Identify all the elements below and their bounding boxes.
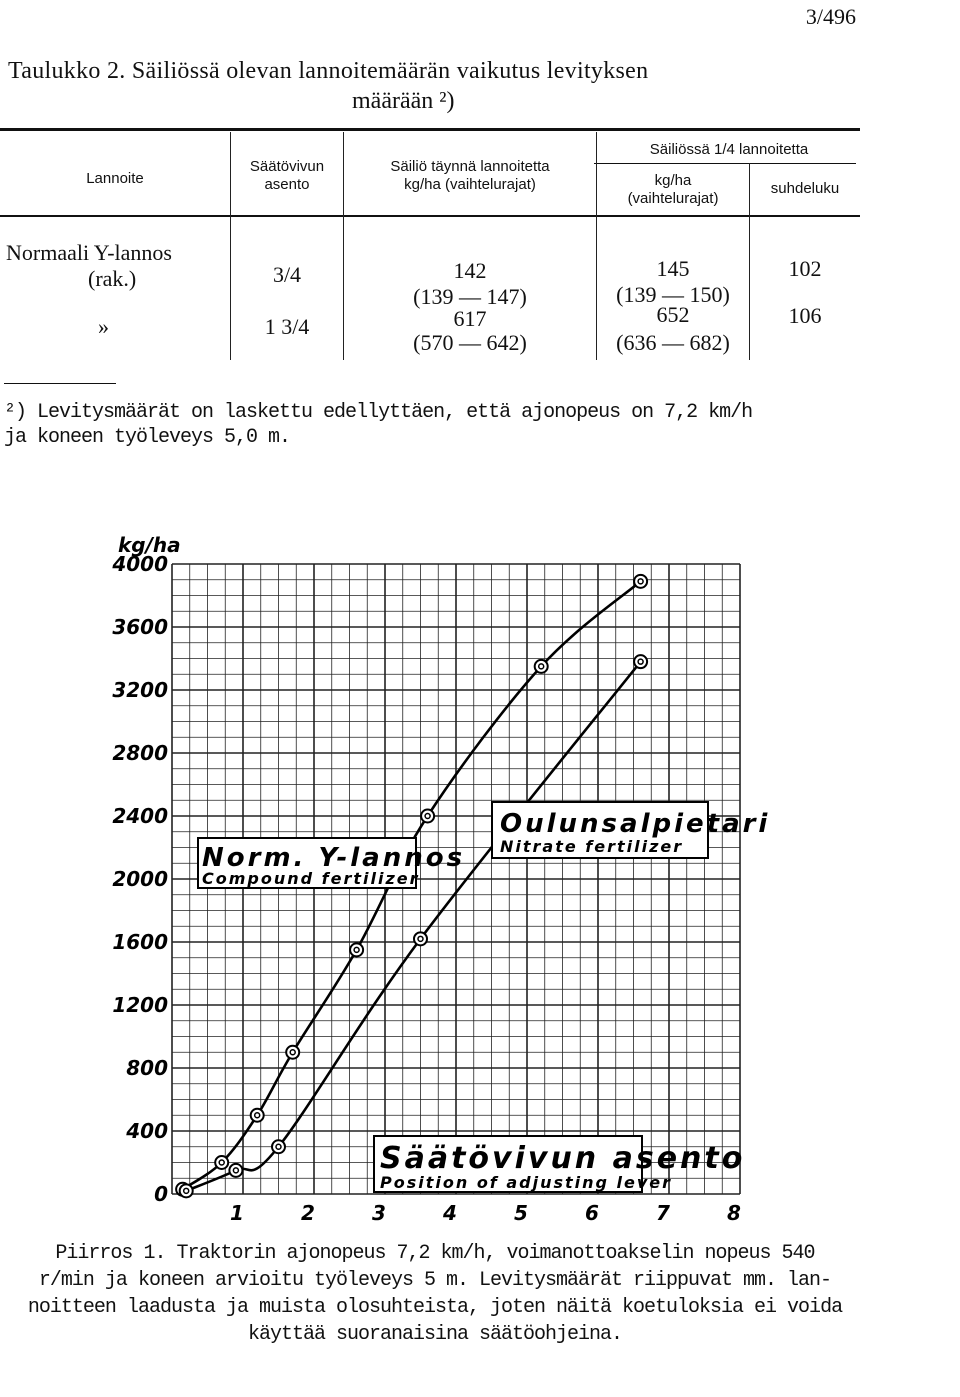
row-label: Normaali Y-lannos xyxy=(6,240,172,265)
header-full-line2: kg/ha (vaihtelurajat) xyxy=(404,176,536,193)
header-quarter-kg-line2: (vaihtelurajat) xyxy=(627,190,719,207)
cell-quarter-value: 652 xyxy=(656,302,690,327)
x-tick-label: 5 xyxy=(514,1201,528,1225)
header-fertilizer: Lannoite xyxy=(86,170,144,187)
legend-sublabel-nitrate: Nitrate fertilizer xyxy=(500,837,684,856)
y-tick-label: 2000 xyxy=(112,867,168,891)
legend-label-compound: Norm. Y-lannos xyxy=(202,843,466,873)
footnote-line: ²) Levitysmäärät on laskettu edellyttäen, että ajonopeus on 7,2 km/h xyxy=(4,401,753,424)
y-tick-label: 2800 xyxy=(112,741,168,765)
data-point xyxy=(272,1140,285,1153)
data-point xyxy=(251,1109,264,1122)
x-tick-label: 2 xyxy=(301,1201,315,1225)
legend-sublabel-compound: Compound fertilizer xyxy=(202,869,420,888)
data-point xyxy=(350,943,363,956)
cell-setting: 3/4 xyxy=(272,262,302,287)
table-title: Taulukko 2. Säiliössä olevan lannoitemäärän vaikutus levityksen xyxy=(8,58,649,84)
legend-label-nitrate: Oulunsalpietari xyxy=(500,809,771,839)
data-point xyxy=(634,575,647,588)
y-tick-label: 3200 xyxy=(112,678,168,702)
data-point xyxy=(229,1164,242,1177)
cell-quarter-value: 145 xyxy=(656,256,690,281)
y-axis-label: kg/ha xyxy=(118,533,181,557)
fertilizer-chart xyxy=(0,520,960,1225)
data-point xyxy=(414,932,427,945)
data-point xyxy=(180,1184,193,1197)
table-header-rule xyxy=(0,215,860,217)
x-axis-sublabel: Position of adjusting lever xyxy=(380,1173,673,1192)
y-tick-label: 800 xyxy=(126,1056,168,1080)
cell-ratio: 102 xyxy=(788,256,822,281)
page-number: 3/496 xyxy=(805,4,856,29)
header-setting-line2: asento xyxy=(264,176,310,193)
y-tick-label: 1200 xyxy=(112,993,168,1017)
figure-caption xyxy=(0,1240,870,1348)
row-label: » xyxy=(98,314,109,339)
column-divider xyxy=(596,132,597,360)
cell-full-value: 617 xyxy=(453,306,487,331)
y-tick-label: 0 xyxy=(154,1182,168,1206)
data-point xyxy=(634,655,647,668)
footnote-rule xyxy=(4,383,116,384)
x-tick-label: 8 xyxy=(727,1201,741,1225)
y-tick-label: 2400 xyxy=(112,804,168,828)
caption-line: noitteen laadusta ja muista olosuhteista, joten näitä koetuloksia ei voida xyxy=(27,1296,843,1319)
table-title-continued: määrään ²) xyxy=(352,88,455,114)
x-axis-label: Säätövivun asento xyxy=(380,1141,746,1176)
header-quarter-group: Säiliössä 1/4 lannoitetta xyxy=(649,141,809,158)
x-tick-label: 6 xyxy=(585,1201,599,1225)
data-point xyxy=(286,1046,299,1059)
y-tick-label: 3600 xyxy=(112,615,168,639)
row-label-cont: (rak.) xyxy=(88,266,137,291)
caption-line: Piirros 1. Traktorin ajonopeus 7,2 km/h, voimanottoakselin nopeus 540 xyxy=(55,1242,815,1265)
table-subheader-rule xyxy=(594,163,856,164)
x-tick-label: 1 xyxy=(230,1201,244,1225)
data-point xyxy=(535,660,548,673)
y-tick-label: 4000 xyxy=(112,552,168,576)
caption-line: r/min ja koneen arvioitu työleveys 5 m. Levitysmäärät riippuvat mm. lan- xyxy=(38,1269,832,1292)
column-divider xyxy=(230,132,231,360)
data-point xyxy=(215,1156,228,1169)
column-divider xyxy=(749,163,750,360)
x-tick-label: 4 xyxy=(443,1201,457,1225)
y-tick-label: 400 xyxy=(126,1119,168,1143)
y-tick-label: 1600 xyxy=(112,930,168,954)
header-quarter-kg-line1: kg/ha xyxy=(654,172,692,189)
cell-full-value: 142 xyxy=(453,258,487,283)
header-setting-line1: Säätövivun xyxy=(249,158,325,175)
column-divider xyxy=(343,132,344,360)
cell-full-range: (139 — 147) xyxy=(413,284,527,309)
cell-setting: 1 3/4 xyxy=(264,314,310,339)
x-tick-label: 7 xyxy=(656,1201,670,1225)
cell-full-range: (570 — 642) xyxy=(413,330,527,355)
cell-ratio: 106 xyxy=(788,303,822,328)
footnote xyxy=(4,400,874,450)
cell-quarter-range: (139 — 150) xyxy=(616,282,730,307)
table-top-rule xyxy=(0,128,860,131)
header-ratio: suhdeluku xyxy=(770,180,840,197)
data-point xyxy=(421,810,434,823)
header-full-line1: Säiliö täynnä lannoitetta xyxy=(390,158,550,175)
x-tick-label: 3 xyxy=(372,1201,386,1225)
footnote-line: ja koneen työleveys 5,0 m. xyxy=(4,426,291,449)
cell-quarter-range: (636 — 682) xyxy=(616,330,730,355)
caption-line: käyttää suoranaisina säätöohjeina. xyxy=(247,1323,623,1346)
